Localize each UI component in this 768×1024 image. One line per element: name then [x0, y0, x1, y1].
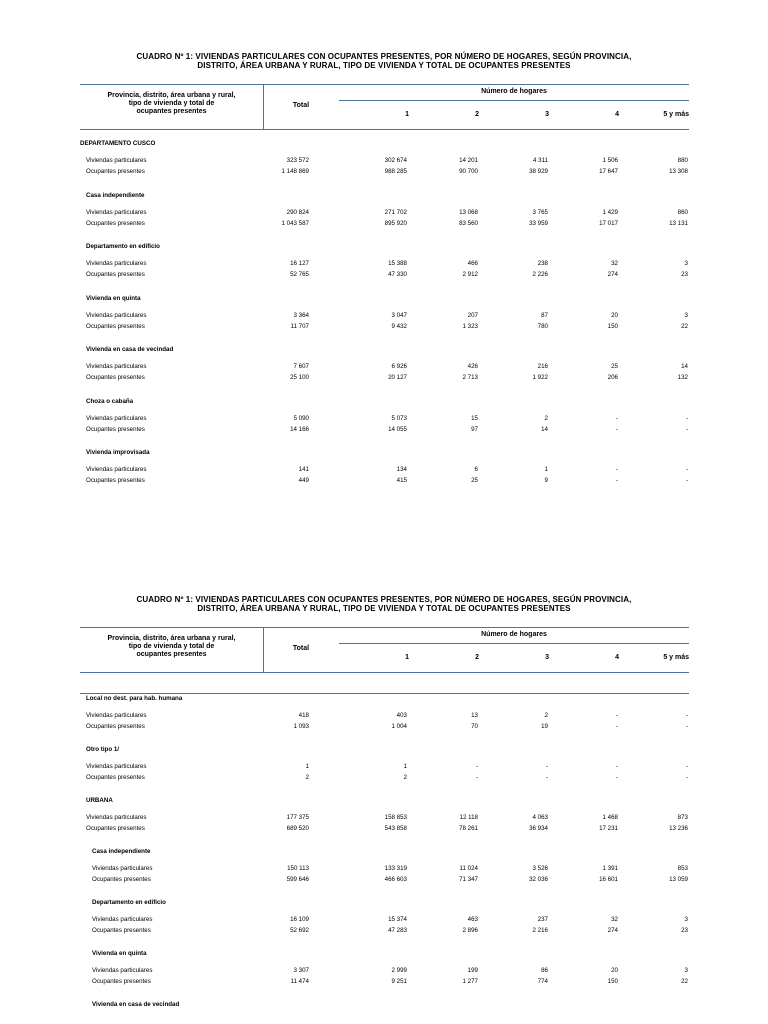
hogares-4-cell: 16 601 — [599, 876, 618, 883]
hogares-1-cell: 543 858 — [384, 825, 407, 832]
hogares-3-cell: 4 311 — [532, 157, 548, 164]
row-label: Ocupantes presentes — [86, 825, 145, 832]
viviendas-row — [80, 914, 689, 925]
ocupantes-row — [80, 321, 689, 332]
hogares-1-cell: 5 073 — [391, 415, 407, 422]
hogares-3-cell: 19 — [541, 723, 548, 730]
hogares-1-cell: 403 — [396, 712, 407, 719]
total-cell: 1 043 587 — [281, 220, 309, 227]
hogares-5-cell: 13 131 — [669, 220, 688, 227]
section-title: Otro tipo 1/ — [86, 746, 119, 753]
hogares-1-cell: 895 920 — [384, 220, 407, 227]
row-label: Viviendas particulares — [86, 157, 147, 164]
row-label: Ocupantes presentes — [86, 168, 145, 175]
hogares-5-cell: 880 — [677, 157, 688, 164]
hogares-3-cell: 87 — [541, 312, 548, 319]
hogares-5-cell: 13 059 — [669, 876, 688, 883]
hogares-2-cell: 78 261 — [459, 825, 478, 832]
hogares-5-cell: 132 — [677, 374, 688, 381]
hogares-5-cell: 3 — [684, 967, 688, 974]
row-label: Viviendas particulares — [86, 363, 147, 370]
hogares-4-cell: - — [615, 763, 618, 770]
total-cell: 5 090 — [293, 415, 309, 422]
hogares-1-cell: 9 432 — [391, 323, 407, 330]
ocupantes-row — [80, 874, 689, 885]
viviendas-row — [80, 258, 689, 269]
ocupantes-row — [80, 925, 689, 936]
total-cell: 3 364 — [293, 312, 309, 319]
hogares-2-cell: 15 — [471, 415, 478, 422]
row-label: Ocupantes presentes — [86, 723, 145, 730]
hogares-5-cell: - — [685, 426, 688, 433]
total-cell: 14 166 — [290, 426, 309, 433]
row-label: Viviendas particulares — [92, 865, 153, 872]
hogares-3-cell: 1 — [544, 466, 548, 473]
total-cell: 2 — [305, 774, 309, 781]
total-cell: 7 607 — [293, 363, 309, 370]
hogares-2-cell: 12 118 — [459, 814, 478, 821]
header-col-3: 3 — [545, 654, 549, 661]
hogares-2-cell: 13 068 — [459, 209, 478, 216]
hogares-4-cell: 17 647 — [599, 168, 618, 175]
viviendas-row — [80, 965, 689, 976]
row-label: Ocupantes presentes — [86, 374, 145, 381]
hogares-2-cell: 2 896 — [462, 927, 478, 934]
section-title: Vivienda improvisada — [86, 449, 150, 456]
hogares-4-cell: 32 — [611, 916, 618, 923]
hogares-4-cell: 274 — [607, 271, 618, 278]
viviendas-row — [80, 207, 689, 218]
hogares-2-cell: 199 — [467, 967, 478, 974]
hogares-5-cell: - — [685, 477, 688, 484]
hogares-4-cell: - — [615, 477, 618, 484]
table2-title-line1: CUADRO Nº 1: VIVIENDAS PARTICULARES CON OCUPANTES PRESENTES, POR NÚMERO DE HOGARES, SEGÚN PROVINCIA, — [136, 595, 632, 604]
ocupantes-row — [80, 218, 689, 229]
row-label: Ocupantes presentes — [86, 774, 145, 781]
section-title: Choza o cabaña — [86, 398, 134, 405]
hogares-3-cell: 33 959 — [529, 220, 548, 227]
section-title: Departamento en edificio — [92, 899, 166, 906]
hogares-2-cell: 97 — [471, 426, 478, 433]
hogares-2-cell: - — [475, 774, 478, 781]
hogares-4-cell: 206 — [607, 374, 618, 381]
total-cell: 25 100 — [290, 374, 309, 381]
hogares-2-cell: 1 323 — [462, 323, 478, 330]
row-label: Ocupantes presentes — [92, 978, 151, 985]
total-cell: 689 520 — [286, 825, 309, 832]
viviendas-row — [80, 361, 689, 372]
hogares-1-cell: 158 853 — [384, 814, 407, 821]
table1-title-line1: CUADRO Nº 1: VIVIENDAS PARTICULARES CON OCUPANTES PRESENTES, POR NÚMERO DE HOGARES, SEGÚN PROVINCIA, — [136, 52, 632, 61]
hogares-1-cell: 47 283 — [388, 927, 407, 934]
hogares-5-cell: 13 236 — [669, 825, 688, 832]
total-cell: 3 307 — [293, 967, 309, 974]
ocupantes-row — [80, 166, 689, 177]
hogares-3-cell: 14 — [541, 426, 548, 433]
hogares-1-cell: 6 926 — [391, 363, 407, 370]
table2-header — [80, 627, 689, 673]
hogares-3-cell: 3 526 — [532, 865, 548, 872]
total-cell: 52 692 — [290, 927, 309, 934]
total-cell: 599 646 — [286, 876, 309, 883]
hogares-5-cell: - — [685, 723, 688, 730]
hogares-5-cell: 3 — [684, 312, 688, 319]
hogares-3-cell: 36 934 — [529, 825, 548, 832]
hogares-3-cell: 237 — [537, 916, 548, 923]
hogares-1-cell: 988 285 — [384, 168, 407, 175]
hogares-2-cell: 2 912 — [462, 271, 478, 278]
hogares-1-cell: 2 — [403, 774, 407, 781]
hogares-2-cell: 14 201 — [459, 157, 478, 164]
header-col-1: 1 — [405, 111, 409, 118]
viviendas-row — [80, 464, 689, 475]
viviendas-row — [80, 413, 689, 424]
ocupantes-row — [80, 976, 689, 987]
hogares-4-cell: 17 017 — [599, 220, 618, 227]
hogares-1-cell: 14 055 — [388, 426, 407, 433]
hogares-4-cell: 1 468 — [602, 814, 618, 821]
header-col-2: 2 — [475, 111, 479, 118]
hogares-1-cell: 415 — [396, 477, 407, 484]
hogares-3-cell: 774 — [537, 978, 548, 985]
viviendas-row — [80, 761, 689, 772]
viviendas-row — [80, 155, 689, 166]
hogares-3-cell: 9 — [544, 477, 548, 484]
row-label: Viviendas particulares — [86, 763, 147, 770]
hogares-3-cell: 780 — [537, 323, 548, 330]
hogares-1-cell: 15 388 — [388, 260, 407, 267]
hogares-1-cell: 3 047 — [391, 312, 407, 319]
hogares-4-cell: - — [615, 466, 618, 473]
row-label: Viviendas particulares — [86, 209, 147, 216]
hogares-5-cell: - — [685, 774, 688, 781]
row-label: Viviendas particulares — [86, 712, 147, 719]
ocupantes-row — [80, 772, 689, 783]
hogares-3-cell: 2 — [544, 415, 548, 422]
row-label: Viviendas particulares — [86, 814, 147, 821]
hogares-5-cell: 22 — [681, 323, 688, 330]
hogares-5-cell: - — [685, 763, 688, 770]
hogares-2-cell: 463 — [467, 916, 478, 923]
hogares-5-cell: 22 — [681, 978, 688, 985]
hogares-3-cell: - — [545, 763, 548, 770]
hogares-5-cell: 860 — [677, 209, 688, 216]
header-total: Total — [292, 645, 310, 652]
ocupantes-row — [80, 823, 689, 834]
section-title: Casa independiente — [92, 848, 151, 855]
row-label: Viviendas particulares — [92, 916, 153, 923]
hogares-3-cell: - — [545, 774, 548, 781]
hogares-1-cell: 134 — [396, 466, 407, 473]
hogares-4-cell: - — [615, 774, 618, 781]
total-cell: 16 109 — [290, 916, 309, 923]
hogares-1-cell: 2 999 — [391, 967, 407, 974]
header-col-4: 4 — [615, 111, 619, 118]
hogares-2-cell: 25 — [471, 477, 478, 484]
hogares-4-cell: 20 — [611, 967, 618, 974]
hogares-2-cell: 13 — [471, 712, 478, 719]
hogares-5-cell: 3 — [684, 916, 688, 923]
section-title: Local no dest. para hab. humana — [86, 695, 183, 702]
hogares-2-cell: 426 — [467, 363, 478, 370]
header-total: Total — [292, 102, 310, 109]
ocupantes-row — [80, 721, 689, 732]
header-col-4: 4 — [615, 654, 619, 661]
hogares-1-cell: 15 374 — [388, 916, 407, 923]
hogares-2-cell: 71 347 — [459, 876, 478, 883]
hogares-1-cell: 133 319 — [384, 865, 407, 872]
hogares-2-cell: 83 560 — [459, 220, 478, 227]
hogares-5-cell: - — [685, 712, 688, 719]
total-cell: 1 148 869 — [281, 168, 309, 175]
hogares-1-cell: 47 330 — [388, 271, 407, 278]
header-hogares-group: Número de hogares — [481, 88, 547, 95]
hogares-5-cell: 13 308 — [669, 168, 688, 175]
hogares-4-cell: - — [615, 415, 618, 422]
table1-header — [80, 84, 689, 130]
header-col-2: 2 — [475, 654, 479, 661]
section-title: Vivienda en casa de vecindad — [86, 346, 174, 353]
hogares-3-cell: 32 036 — [529, 876, 548, 883]
total-cell: 418 — [298, 712, 309, 719]
row-label: Ocupantes presentes — [92, 876, 151, 883]
total-cell: 11 474 — [290, 978, 309, 985]
hogares-3-cell: 1 922 — [532, 374, 548, 381]
ocupantes-row — [80, 475, 689, 486]
hogares-4-cell: 20 — [611, 312, 618, 319]
header-col-5: 5 y más — [663, 654, 689, 661]
row-label: Viviendas particulares — [86, 260, 147, 267]
hogares-1-cell: 9 251 — [391, 978, 407, 985]
hogares-3-cell: 86 — [541, 967, 548, 974]
ocupantes-row — [80, 269, 689, 280]
header-col-1: 1 — [405, 654, 409, 661]
row-label: Viviendas particulares — [86, 466, 147, 473]
hogares-2-cell: 2 713 — [462, 374, 478, 381]
hogares-5-cell: 853 — [677, 865, 688, 872]
hogares-2-cell: 207 — [467, 312, 478, 319]
row-label: Viviendas particulares — [86, 312, 147, 319]
section-title: URBANA — [86, 797, 113, 804]
row-label: Ocupantes presentes — [86, 426, 145, 433]
total-cell: 52 765 — [290, 271, 309, 278]
hogares-5-cell: 14 — [681, 363, 688, 370]
header-province-label: Provincia, distrito, área urbana y rural, tipo de vivienda y total de ocupantes presentes — [107, 635, 236, 658]
row-label: Ocupantes presentes — [86, 220, 145, 227]
total-cell: 16 127 — [290, 260, 309, 267]
total-cell: 1 — [305, 763, 309, 770]
table1-title-line2: DISTRITO, ÁREA URBANA Y RURAL, TIPO DE VIVIENDA Y TOTAL DE OCUPANTES PRESENTES — [197, 61, 571, 70]
hogares-4-cell: - — [615, 426, 618, 433]
hogares-5-cell: 23 — [681, 927, 688, 934]
hogares-1-cell: 466 603 — [384, 876, 407, 883]
hogares-4-cell: 150 — [607, 323, 618, 330]
section-title: Vivienda en casa de vecindad — [92, 1001, 180, 1008]
hogares-1-cell: 302 674 — [384, 157, 407, 164]
hogares-5-cell: 873 — [677, 814, 688, 821]
hogares-4-cell: - — [615, 723, 618, 730]
hogares-3-cell: 2 226 — [532, 271, 548, 278]
row-label: Ocupantes presentes — [86, 271, 145, 278]
total-cell: 11 707 — [290, 323, 309, 330]
header-col-3: 3 — [545, 111, 549, 118]
hogares-2-cell: 11 024 — [459, 865, 478, 872]
viviendas-row — [80, 710, 689, 721]
table2-title-line2: DISTRITO, ÁREA URBANA Y RURAL, TIPO DE VIVIENDA Y TOTAL DE OCUPANTES PRESENTES — [197, 604, 571, 613]
hogares-4-cell: 150 — [607, 978, 618, 985]
hogares-1-cell: 1 004 — [391, 723, 407, 730]
hogares-4-cell: 1 506 — [602, 157, 618, 164]
hogares-2-cell: - — [475, 763, 478, 770]
total-cell: 449 — [298, 477, 309, 484]
total-cell: 141 — [298, 466, 309, 473]
viviendas-row — [80, 310, 689, 321]
hogares-2-cell: 6 — [474, 466, 478, 473]
hogares-4-cell: 274 — [607, 927, 618, 934]
hogares-4-cell: 17 231 — [599, 825, 618, 832]
viviendas-row — [80, 812, 689, 823]
section-title: Vivienda en quinta — [92, 950, 147, 957]
ocupantes-row — [80, 372, 689, 383]
header-province-label: Provincia, distrito, área urbana y rural, tipo de vivienda y total de ocupantes presentes — [107, 92, 236, 115]
ocupantes-row — [80, 424, 689, 435]
total-cell: 290 824 — [286, 209, 309, 216]
row-label: Ocupantes presentes — [92, 927, 151, 934]
total-cell: 177 375 — [286, 814, 309, 821]
hogares-2-cell: 466 — [467, 260, 478, 267]
row-label: Viviendas particulares — [86, 415, 147, 422]
hogares-1-cell: 1 — [403, 763, 407, 770]
hogares-2-cell: 70 — [471, 723, 478, 730]
hogares-4-cell: 1 429 — [602, 209, 618, 216]
hogares-3-cell: 38 929 — [529, 168, 548, 175]
total-cell: 150 113 — [287, 865, 309, 872]
hogares-1-cell: 271 702 — [384, 209, 407, 216]
section-title: Departamento en edificio — [86, 243, 160, 250]
hogares-5-cell: 23 — [681, 271, 688, 278]
hogares-3-cell: 216 — [537, 363, 548, 370]
hogares-4-cell: 1 391 — [602, 865, 618, 872]
header-hogares-group: Número de hogares — [481, 631, 547, 638]
hogares-4-cell: - — [615, 712, 618, 719]
section-title: Vivienda en quinta — [86, 295, 141, 302]
viviendas-row — [80, 863, 689, 874]
hogares-2-cell: 1 277 — [462, 978, 478, 985]
section-title: Casa independiente — [86, 192, 145, 199]
total-cell: 323 572 — [286, 157, 309, 164]
header-col-5: 5 y más — [663, 111, 689, 118]
total-cell: 1 093 — [293, 723, 309, 730]
hogares-3-cell: 4 063 — [532, 814, 548, 821]
hogares-4-cell: 25 — [611, 363, 618, 370]
section-title: DEPARTAMENTO CUSCO — [80, 140, 156, 147]
hogares-5-cell: - — [685, 466, 688, 473]
hogares-3-cell: 2 — [544, 712, 548, 719]
hogares-3-cell: 2 216 — [532, 927, 548, 934]
row-label: Ocupantes presentes — [86, 477, 145, 484]
hogares-2-cell: 90 700 — [459, 168, 478, 175]
hogares-3-cell: 3 765 — [532, 209, 548, 216]
row-label: Viviendas particulares — [92, 967, 153, 974]
row-label: Ocupantes presentes — [86, 323, 145, 330]
hogares-1-cell: 20 127 — [388, 374, 407, 381]
hogares-3-cell: 238 — [537, 260, 548, 267]
hogares-5-cell: 3 — [684, 260, 688, 267]
hogares-4-cell: 32 — [611, 260, 618, 267]
hogares-5-cell: - — [685, 415, 688, 422]
